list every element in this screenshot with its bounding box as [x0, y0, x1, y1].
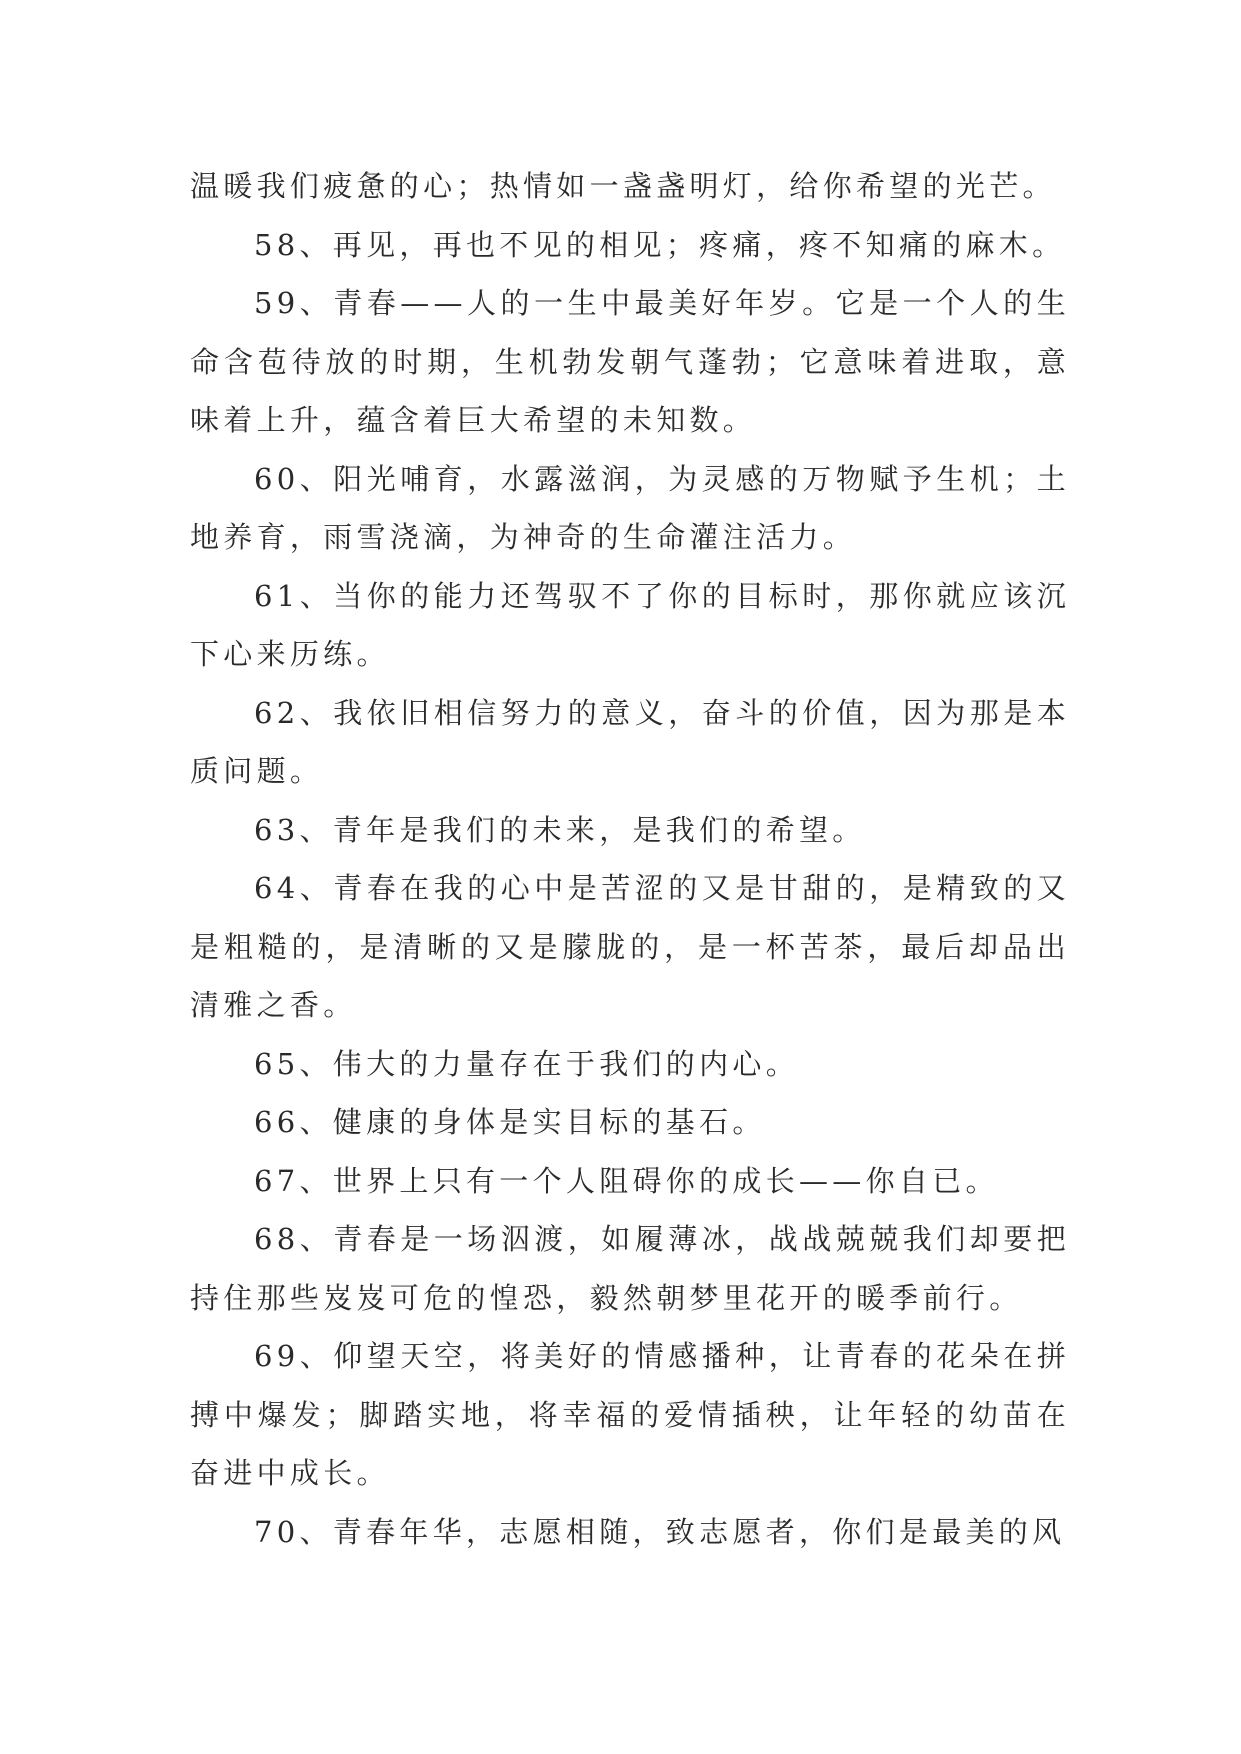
paragraph: 温暖我们疲惫的心；热情如一盏盏明灯，给你希望的光芒。	[190, 169, 1056, 203]
paragraph: 60、阳光哺育，水露滋润，为灵感的万物赋予生机；土地养育，雨雪浇滴，为神奇的生命灌注活力。	[190, 461, 1070, 554]
paragraph: 68、青春是一场泅渡，如履薄冰，战战兢兢我们却要把持住那些岌岌可危的惶恐，毅然朝梦里花开的暖季前行。	[190, 1222, 1070, 1315]
paragraph: 59、青春——人的一生中最美好年岁。它是一个人的生命含苞待放的时期，生机勃发朝气蓬勃；它意味着进取，意味着上升，蕴含着巨大希望的未知数。	[190, 286, 1070, 437]
paragraph: 65、伟大的力量存在于我们的内心。	[254, 1046, 800, 1081]
paragraph: 69、仰望天空，将美好的情感播种，让青春的花朵在拼搏中爆发；脚踏实地，将幸福的爱情插秧，让年轻的幼苗在奋进中成长。	[190, 1339, 1070, 1490]
paragraph: 58、再见，再也不见的相见；疼痛，疼不知痛的麻木。	[254, 227, 1066, 262]
paragraph: 64、青春在我的心中是苦涩的又是甘甜的，是精致的又是粗糙的，是清晰的又是朦胧的，是一杯苦茶，最后却品出清雅之香。	[190, 871, 1070, 1022]
paragraph: 70、青春年华，志愿相随，致志愿者，你们是最美的风	[254, 1514, 1066, 1549]
paragraph: 63、青年是我们的未来，是我们的希望。	[254, 812, 866, 847]
body-text	[190, 157, 1070, 1561]
paragraph: 66、健康的身体是实目标的基石。	[254, 1105, 766, 1139]
paragraph: 67、世界上只有一个人阻碍你的成长——你自已。	[254, 1163, 999, 1198]
paragraph: 61、当你的能力还驾驭不了你的目标时，那你就应该沉下心来历练。	[190, 578, 1070, 671]
paragraph: 62、我依旧相信努力的意义，奋斗的价值，因为那是本质问题。	[190, 695, 1070, 788]
